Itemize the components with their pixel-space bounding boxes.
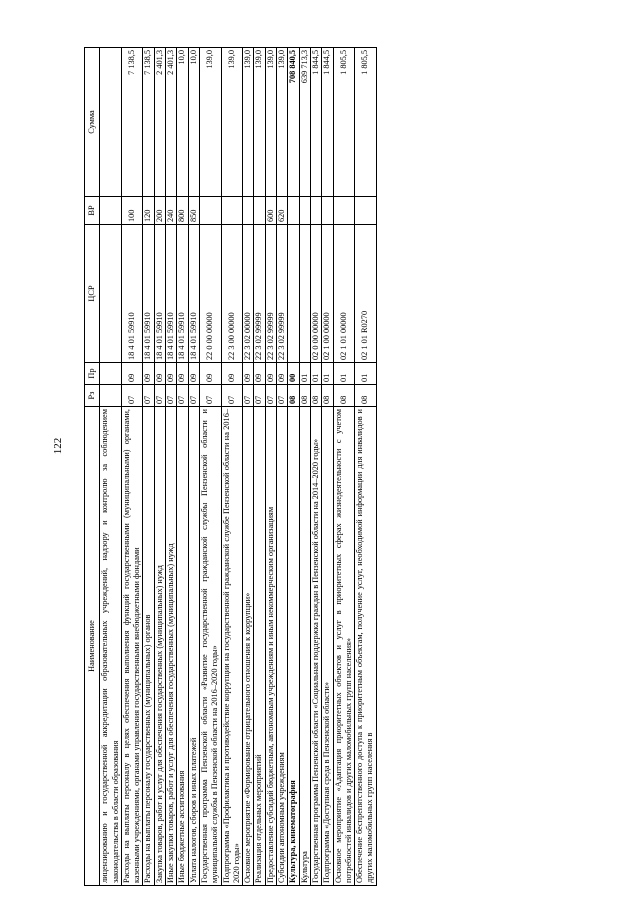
cell-pr: 09 xyxy=(177,363,188,385)
cell-rz: 08 xyxy=(355,385,377,407)
cell-rz xyxy=(100,385,122,407)
cell-vr xyxy=(299,197,310,225)
table-row xyxy=(288,48,299,886)
cell-csr xyxy=(100,225,122,363)
cell-csr: 18 4 01 59910 xyxy=(166,225,177,363)
cell-sum: 139,0 xyxy=(221,48,243,197)
cell-name: Закупка товаров, работ и услуг для обеспечения государственных (муниципальных) нужд xyxy=(154,407,165,886)
cell-vr: 240 xyxy=(166,197,177,225)
table-row xyxy=(355,48,377,886)
cell-vr: 200 xyxy=(154,197,165,225)
cell-pr: 01 xyxy=(355,363,377,385)
table-row xyxy=(166,48,177,886)
cell-csr: 18 4 01 59910 xyxy=(177,225,188,363)
cell-rz: 07 xyxy=(265,385,276,407)
header-sum: Сумма xyxy=(85,48,100,197)
cell-csr: 18 4 01 59910 xyxy=(121,225,143,363)
cell-csr: 18 4 01 59910 xyxy=(154,225,165,363)
cell-name: Государственная программа Пензенской области «Социальная поддержка граждан в Пензенской области на 2014–2020 годы» xyxy=(310,407,321,886)
cell-name: Уплата налогов, сборов и иных платежей xyxy=(188,407,199,886)
header-pr: Пр xyxy=(85,363,100,385)
table-header-row xyxy=(85,48,100,886)
table-row xyxy=(121,48,143,886)
table-body xyxy=(100,48,376,886)
cell-pr: 09 xyxy=(277,363,288,385)
cell-csr: 22 3 00 00000 xyxy=(221,225,243,363)
cell-pr: 01 xyxy=(322,363,333,385)
cell-rz: 08 xyxy=(333,385,355,407)
header-csr: ЦСР xyxy=(85,225,100,363)
cell-pr: 09 xyxy=(166,363,177,385)
cell-vr xyxy=(355,197,377,225)
table-row xyxy=(143,48,154,886)
cell-sum: 139,0 xyxy=(277,48,288,197)
cell-vr xyxy=(322,197,333,225)
cell-sum xyxy=(100,48,122,197)
cell-vr: 120 xyxy=(143,197,154,225)
cell-sum: 139,0 xyxy=(254,48,265,197)
cell-csr: 22 3 02 00000 xyxy=(243,225,254,363)
cell-sum: 1 844,5 xyxy=(322,48,333,197)
cell-sum: 639 713,3 xyxy=(299,48,310,197)
cell-csr: 22 0 00 00000 xyxy=(199,225,221,363)
cell-rz: 07 xyxy=(177,385,188,407)
cell-pr: 09 xyxy=(121,363,143,385)
cell-pr: 01 xyxy=(310,363,321,385)
cell-csr: 18 4 01 59910 xyxy=(143,225,154,363)
cell-name: Основное мероприятие «Формирование отрицательного отношения к коррупции» xyxy=(243,407,254,886)
cell-vr xyxy=(333,197,355,225)
cell-csr: 22 3 02 99999 xyxy=(277,225,288,363)
cell-pr: 01 xyxy=(299,363,310,385)
page-number: 122 xyxy=(52,437,64,455)
cell-pr: 09 xyxy=(188,363,199,385)
budget-table xyxy=(84,47,377,886)
cell-pr: 09 xyxy=(221,363,243,385)
cell-csr: 02 1 01 00000 xyxy=(333,225,355,363)
cell-name: Расходы на выплаты персоналу в целях обеспечения выполнения функций государственными (муниципальными) органами, казенными учреждениями, органами управления государственными внебюджетными фондами xyxy=(121,407,143,886)
cell-rz: 07 xyxy=(143,385,154,407)
cell-name: Иные бюджетные ассигнования xyxy=(177,407,188,886)
cell-pr: 09 xyxy=(265,363,276,385)
cell-sum: 708 840,5 xyxy=(288,48,299,197)
cell-rz: 07 xyxy=(188,385,199,407)
table-row xyxy=(243,48,254,886)
cell-csr xyxy=(288,225,299,363)
table-row xyxy=(154,48,165,886)
cell-sum: 139,0 xyxy=(199,48,221,197)
cell-vr xyxy=(288,197,299,225)
cell-vr: 620 xyxy=(277,197,288,225)
cell-name: Расходы на выплаты персоналу государственных (муниципальных) органов xyxy=(143,407,154,886)
budget-table-container xyxy=(84,48,584,886)
cell-rz: 07 xyxy=(221,385,243,407)
cell-vr xyxy=(199,197,221,225)
cell-rz: 08 xyxy=(310,385,321,407)
cell-rz: 07 xyxy=(277,385,288,407)
cell-name: Реализация отдельных мероприятий xyxy=(254,407,265,886)
cell-sum: 139,0 xyxy=(265,48,276,197)
cell-vr xyxy=(100,197,122,225)
cell-sum: 2 401,3 xyxy=(154,48,165,197)
cell-name: Подпрограмма «Доступная среда в Пензенской области» xyxy=(322,407,333,886)
cell-name: Субсидии автономным учреждениям xyxy=(277,407,288,886)
cell-csr: 18 4 01 59910 xyxy=(188,225,199,363)
cell-csr xyxy=(299,225,310,363)
cell-name: Обеспечение беспрепятственного доступа к приоритетным объектам, получение услуг, необходимой информации для инвалидов и других маломобильных групп населения в xyxy=(355,407,377,886)
cell-pr xyxy=(100,363,122,385)
table-row xyxy=(199,48,221,886)
table-row xyxy=(188,48,199,886)
table-row xyxy=(310,48,321,886)
cell-pr: 09 xyxy=(199,363,221,385)
cell-rz: 08 xyxy=(322,385,333,407)
cell-csr: 22 3 02 99999 xyxy=(254,225,265,363)
cell-vr: 100 xyxy=(121,197,143,225)
cell-sum: 10,0 xyxy=(188,48,199,197)
table-row xyxy=(299,48,310,886)
cell-csr: 22 3 02 99999 xyxy=(265,225,276,363)
cell-pr: 09 xyxy=(254,363,265,385)
cell-rz: 07 xyxy=(243,385,254,407)
cell-name: Культура xyxy=(299,407,310,886)
cell-csr: 02 1 00 00000 xyxy=(322,225,333,363)
cell-name: лицензированию и государственной аккредитации образовательных учреждений, надзору и контролю за соблюдением законодательства в области образования xyxy=(100,407,122,886)
header-name: Наименование xyxy=(85,407,100,886)
cell-vr xyxy=(243,197,254,225)
cell-sum: 139,0 xyxy=(243,48,254,197)
cell-pr: 00 xyxy=(288,363,299,385)
cell-sum: 1 805,5 xyxy=(333,48,355,197)
cell-rz: 07 xyxy=(166,385,177,407)
table-row xyxy=(333,48,355,886)
cell-sum: 7 138,5 xyxy=(143,48,154,197)
cell-sum: 1 805,5 xyxy=(355,48,377,197)
cell-vr xyxy=(221,197,243,225)
cell-rz: 07 xyxy=(121,385,143,407)
cell-csr: 02 0 00 00000 xyxy=(310,225,321,363)
table-row xyxy=(277,48,288,886)
cell-name: Культура, кинематография xyxy=(288,407,299,886)
cell-rz: 07 xyxy=(254,385,265,407)
cell-rz: 07 xyxy=(154,385,165,407)
cell-rz: 07 xyxy=(199,385,221,407)
cell-vr xyxy=(310,197,321,225)
cell-name: Подпрограмма «Профилактика и противодействие коррупции на государственной гражданской службе Пензенской области на 2016–2020 годы» xyxy=(221,407,243,886)
cell-vr: 850 xyxy=(188,197,199,225)
cell-name: Иные закупки товаров, работ и услуг для обеспечения государственных (муниципальных) нужд xyxy=(166,407,177,886)
cell-vr: 800 xyxy=(177,197,188,225)
cell-name: Основное мероприятие «Адаптация приоритетных объектов и услуг в приоритетных сферах жизнедеятельности с учетом потребностей инвалидов и других маломобильных групп населения» xyxy=(333,407,355,886)
cell-sum: 10,0 xyxy=(177,48,188,197)
cell-rz: 08 xyxy=(299,385,310,407)
cell-vr: 600 xyxy=(265,197,276,225)
cell-sum: 7 138,5 xyxy=(121,48,143,197)
cell-name: Государственная программа Пензенской области «Развитие государственной гражданской службы Пензенской области и муниципальной службы в Пензенской области на 2016–2020 годы» xyxy=(199,407,221,886)
cell-pr: 09 xyxy=(243,363,254,385)
cell-pr: 01 xyxy=(333,363,355,385)
cell-vr xyxy=(254,197,265,225)
header-vr: ВР xyxy=(85,197,100,225)
cell-csr: 02 1 01 R0270 xyxy=(355,225,377,363)
table-row xyxy=(322,48,333,886)
table-row xyxy=(100,48,122,886)
cell-pr: 09 xyxy=(154,363,165,385)
table-row xyxy=(177,48,188,886)
table-row xyxy=(221,48,243,886)
table-row xyxy=(254,48,265,886)
table-row xyxy=(265,48,276,886)
cell-sum: 1 844,5 xyxy=(310,48,321,197)
cell-name: Предоставление субсидий бюджетным, автономным учреждениям и иным некоммерческим организациям xyxy=(265,407,276,886)
cell-rz: 08 xyxy=(288,385,299,407)
cell-sum: 2 401,3 xyxy=(166,48,177,197)
cell-pr: 09 xyxy=(143,363,154,385)
header-rz: Рз xyxy=(85,385,100,407)
